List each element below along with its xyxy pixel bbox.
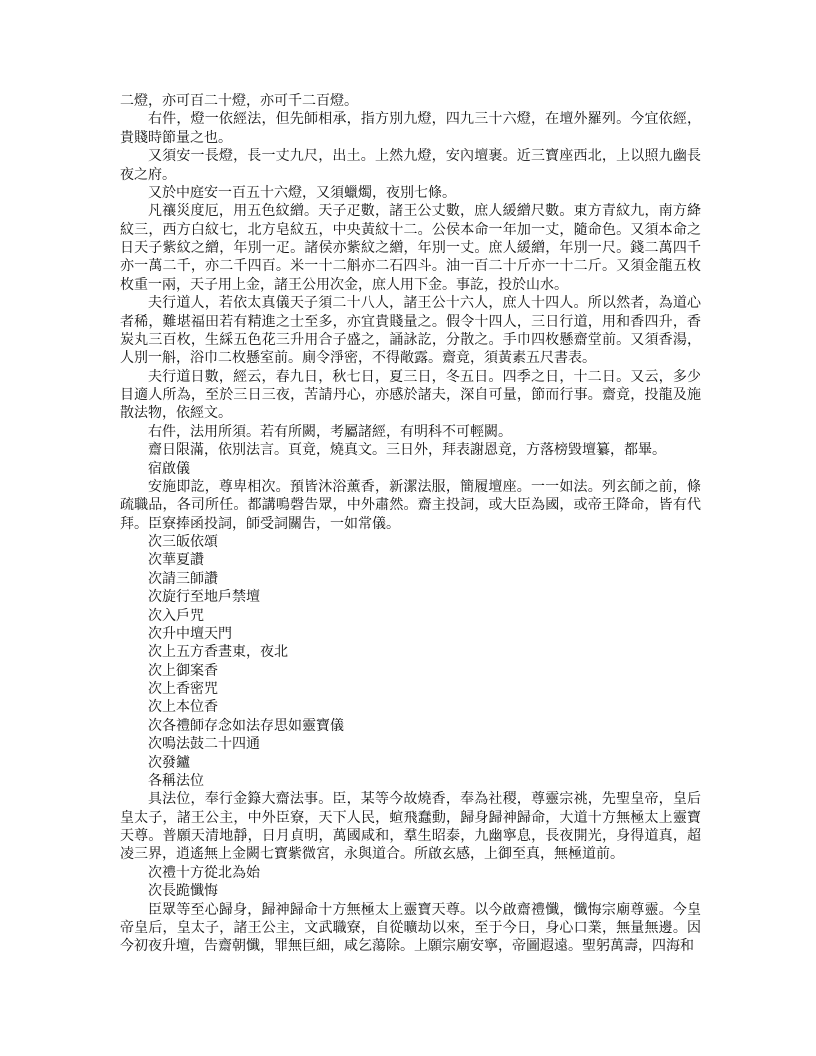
- paragraph: 次禮十方從北為始: [148, 864, 260, 881]
- paragraph: 安施即訖，尊卑相次。預皆沐浴薰香，新潔法服，簡履壇座。一一如法。列玄師之前，條疏職品，各司所任。都講鳴磬告眾，中外肅然。齋主投詞，或大臣為國，或帝王降命，皆有代拜。臣寮捧函投詞，師受詞關告，一如常儀。: [120, 478, 701, 532]
- paragraph: 次請三師讚: [148, 570, 218, 587]
- paragraph: 次上五方香晝東，夜北: [148, 644, 288, 661]
- paragraph: 次各禮師存念如法存思如靈寶儀: [148, 717, 344, 734]
- paragraph: 夫行道人，若依太真儀天子須二十八人，諸王公十六人，庶人十四人。所以然者，為道心者稀，難堪福田若有精進之士至多，亦宜貴賤量之。假令十四人，三日行道，用和香四升，香炭丸三百枚，生綵五色花三升用合子盛之，誦詠訖，分散之。手巾四枚懸齋堂前。又須香湯，人別一斛，浴巾二枚懸室前。廁令淨密，不得敞露。齋竟，須黃素五尺書表。: [120, 295, 701, 367]
- paragraph: 次長跪懺悔: [148, 883, 218, 900]
- paragraph: 齋日限滿，依別法言。頁竟，燒真文。三日外，拜表謝恩竟，方落榜毀壇纂，都畢。: [148, 442, 666, 459]
- paragraph: 次發鑪: [148, 754, 190, 771]
- paragraph: 臣眾等至心歸身，歸神歸命十方無極太上靈寶天尊。以今啟齋禮懺，懺悔宗廟尊靈。今皇帝皇后，皇太子，諸王公主，文武職寮，自從曠劫以來，至于今日，身心口業，無量無邊。因今初夜升壇，告齋朝懺，罪無巨細，咸乞蕩除。上願宗廟安寧，帝圖遐遠。聖躬萬壽，四海和: [120, 901, 701, 955]
- paragraph: 各稱法位: [148, 772, 204, 789]
- paragraph: 右件，燈一依經法，但先師相承，指方別九燈，四九三十六燈，在壇外羅列。今宜依經，貴賤時節量之也。: [120, 111, 701, 146]
- paragraph: 宿啟儀: [148, 460, 190, 477]
- paragraph: 次旋行至地戶禁壇: [148, 589, 260, 606]
- paragraph: 次上香密咒: [148, 681, 218, 697]
- paragraph: 次三皈依頌: [148, 534, 218, 550]
- paragraph: 次升中壇天門: [148, 625, 232, 642]
- paragraph: 凡禳災度厄，用五色紋繒。天子疋數，諸王公丈數，庶人緩繒尺數。東方青紋九，南方絳紋三，西方白紋七，北方皂紋五，中央黃紋十二。公侯本命一年加一丈，隨命色。又須本命之日天子紫紋之繒，年別一疋。諸侯亦紫紋之繒，年別一丈。庶人緩繒，年別一尺。錢二萬四千亦一萬二千，亦二千四百。米一十二斛亦二石四斗。油一百二十斤亦一十二斤。又須金龍五枚枚重一兩，天子用上金，諸王公用次金，庶人用下金。事訖，投於山水。: [120, 203, 701, 293]
- paragraph: 右件，法用所須。若有所闕，考屬諸經，有明科不可輕闕。: [148, 423, 512, 440]
- paragraph: 次入戶咒: [148, 607, 204, 624]
- paragraph: 又於中庭安一百五十六燈，又須蠟燭，夜別七條。: [148, 184, 456, 201]
- paragraph: 二燈，亦可百二十燈，亦可千二百燈。: [120, 93, 358, 109]
- paragraph: 次上御案香: [148, 662, 218, 679]
- paragraph: 又須安一長燈，長一丈九尺，出土。上然九燈，安內壇裹。近三寶座西北，上以照九幽長夜之府。: [120, 148, 701, 183]
- paragraph: 次上本位香: [148, 699, 218, 716]
- document-page: [120, 92, 701, 956]
- paragraph: 次華夏讚: [148, 552, 204, 569]
- paragraph: 次鳴法鼓二十四通: [148, 736, 260, 753]
- paragraph: 具法位，奉行金籙大齋法事。臣，某等今故燒香，奉為社稷，尊靈宗祧，先聖皇帝，皇后皇太子，諸王公主，中外臣寮，天下人民，蝖飛蠢動，歸身歸神歸命，大道十方無極太上靈寶天尊。普願天清地靜，日月貞明，萬國咸和，羣生昭泰，九幽寧息，長夜開光，身得道真，超凌三界，逍遙無上金闕七寶紫微宮，永與道合。所啟玄感，上御至真，無極道前。: [120, 791, 701, 863]
- paragraph: 夫行道日數，經云，春九日，秋七日，夏三日，冬五日。四季之日，十二日。又云，多少目適人所為，至於三日三夜，苦請丹心，亦感於諸夫，深自可量，節而行事。齋竟，投龍及施散法物，依經文。: [120, 368, 701, 422]
